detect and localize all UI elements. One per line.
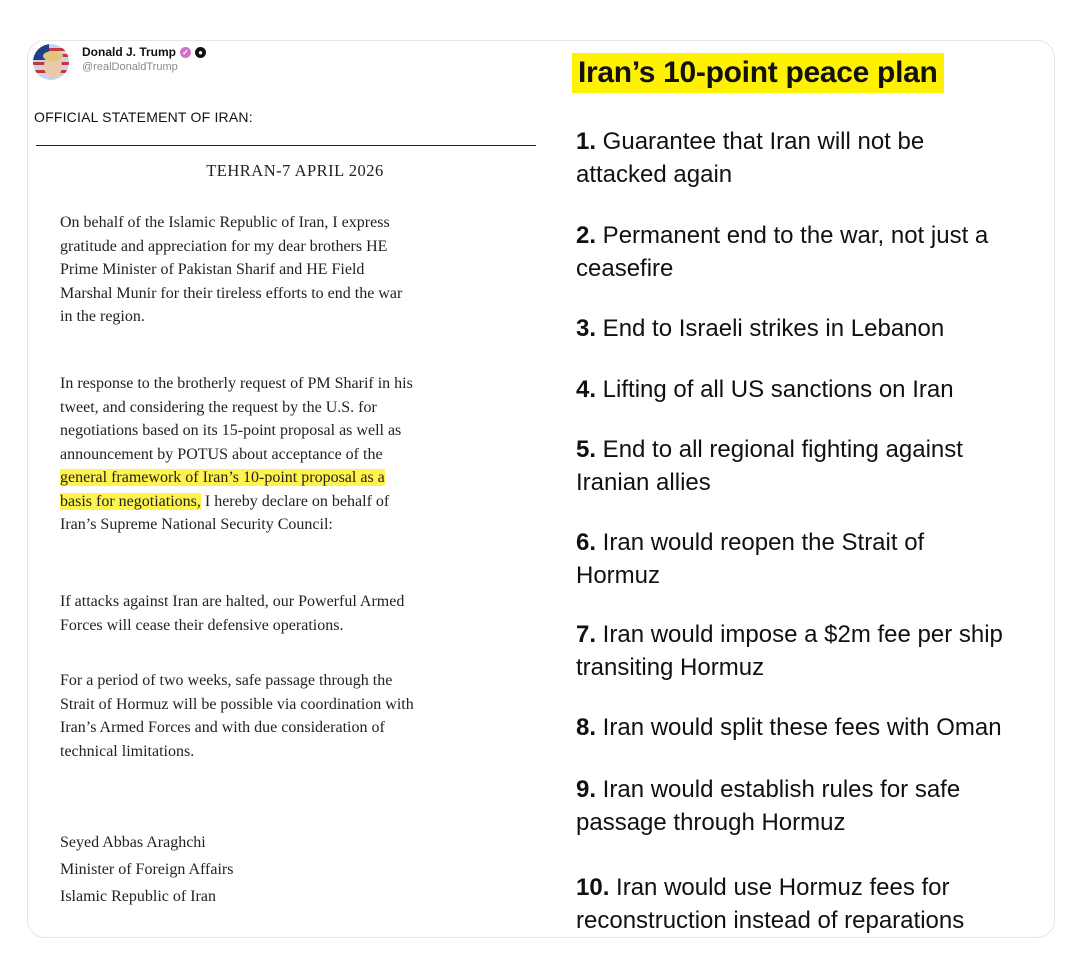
paragraph-4: [60, 669, 530, 763]
point-text-cont: reconstruction instead of reparations: [576, 907, 965, 934]
text-line: If attacks against Iran are halted, our Powerful Armed: [60, 593, 405, 610]
paragraph-2: [60, 372, 530, 537]
highlight-text: basis for negotiations,: [60, 492, 201, 510]
signatory-name: Seyed Abbas Araghchi: [60, 834, 206, 851]
text-fragment: I hereby declare on behalf of: [200, 492, 390, 510]
statement-column: [28, 41, 548, 937]
dateline: TEHRAN-7 APRIL 2026: [206, 161, 384, 180]
author-handle[interactable]: @realDonaldTrump: [82, 61, 178, 73]
point-text-cont: passage through Hormuz: [576, 809, 846, 836]
highlight-text: general framework of Iran’s 10-point proposal as a: [60, 469, 385, 486]
highlighted-line: [60, 466, 530, 490]
text-line: tweet, and considering the request by the U.S. for: [60, 398, 377, 416]
plan-title: Iran’s 10-point peace plan: [572, 53, 944, 93]
point-text: End to Israeli strikes in Lebanon: [596, 315, 945, 342]
point-number: 8.: [576, 714, 597, 741]
text-line: Iran’s Supreme National Security Council:: [60, 516, 333, 533]
text-line: Marshal Munir for their tireless efforts to end the war: [60, 284, 403, 302]
text-line: Prime Minister of Pakistan Sharif and HE Field: [60, 261, 365, 278]
point-text-cont: transiting Hormuz: [576, 654, 765, 681]
point-number: 3.: [576, 315, 597, 342]
verified-badge-icon: ✓: [180, 47, 191, 58]
point-text: Permanent end to the war, not just a: [596, 222, 989, 249]
point-number: 2.: [576, 222, 597, 249]
peace-plan-column: [572, 41, 1054, 937]
point-text: Iran would use Hormuz fees for: [609, 874, 950, 901]
text-line: gratitude and appreciation for my dear brothers HE: [60, 237, 388, 255]
text-line: In response to the brotherly request of PM Sharif in his: [60, 375, 413, 392]
official-heading: OFFICIAL STATEMENT OF IRAN:: [34, 109, 253, 125]
point-number: 9.: [576, 776, 597, 803]
signatory-org: Islamic Republic of Iran: [60, 888, 216, 905]
author-block: [82, 45, 206, 73]
plan-point: [576, 711, 1054, 744]
plan-point: [576, 433, 1054, 499]
point-text: Iran would split these fees with Oman: [596, 714, 1002, 741]
text-line: Strait of Hormuz will be possible via coordination with: [60, 695, 414, 713]
paragraph-3: [60, 590, 530, 637]
plan-point: [576, 871, 1054, 937]
plan-point: [576, 773, 1054, 839]
point-text: Iran would impose a $2m fee per ship: [596, 621, 1003, 648]
text-line: On behalf of the Islamic Republic of Iran, I express: [60, 214, 390, 231]
plan-point: [576, 312, 1054, 345]
divider: [36, 145, 536, 146]
plan-point: [576, 125, 1054, 191]
plan-point: [576, 526, 1054, 592]
point-number: 7.: [576, 621, 597, 648]
avatar[interactable]: [33, 44, 69, 80]
author-name[interactable]: Donald J. Trump: [82, 45, 177, 59]
point-number: 6.: [576, 529, 597, 556]
post-card: [27, 40, 1055, 938]
point-text: Lifting of all US sanctions on Iran: [596, 376, 954, 403]
flag-avatar-icon: [33, 44, 69, 80]
text-line: Forces will cease their defensive operations.: [60, 616, 344, 634]
plan-point: [576, 219, 1054, 285]
paragraph-1: [60, 211, 530, 329]
text-line: announcement by POTUS about acceptance of the: [60, 445, 383, 463]
point-text: End to all regional fighting against: [596, 436, 963, 463]
author-name-row: [82, 45, 206, 59]
point-number: 10.: [576, 874, 610, 901]
point-text: Iran would reopen the Strait of: [596, 529, 925, 556]
signature-block: [60, 829, 530, 910]
text-line: negotiations based on its 15-point proposal as well as: [60, 422, 402, 439]
point-text-cont: attacked again: [576, 161, 733, 188]
affiliation-badge-icon: ●: [195, 47, 206, 58]
text-line: Iran’s Armed Forces and with due consideration of: [60, 719, 385, 736]
mixed-line: [60, 490, 530, 514]
statement-document: [60, 153, 530, 905]
text-line: in the region.: [60, 308, 145, 325]
text-line: For a period of two weeks, safe passage through the: [60, 672, 393, 689]
plan-point: [576, 618, 1054, 684]
point-number: 1.: [576, 128, 597, 155]
point-number: 5.: [576, 436, 597, 463]
point-number: 4.: [576, 376, 597, 403]
signatory-title: Minister of Foreign Affairs: [60, 861, 234, 878]
point-text: Guarantee that Iran will not be: [596, 128, 925, 155]
plan-point: [576, 373, 1054, 406]
point-text-cont: Hormuz: [576, 562, 661, 589]
point-text-cont: ceasefire: [576, 255, 674, 282]
point-text: Iran would establish rules for safe: [596, 776, 961, 803]
text-line: technical limitations.: [60, 742, 195, 760]
point-text-cont: Iranian allies: [576, 469, 711, 496]
